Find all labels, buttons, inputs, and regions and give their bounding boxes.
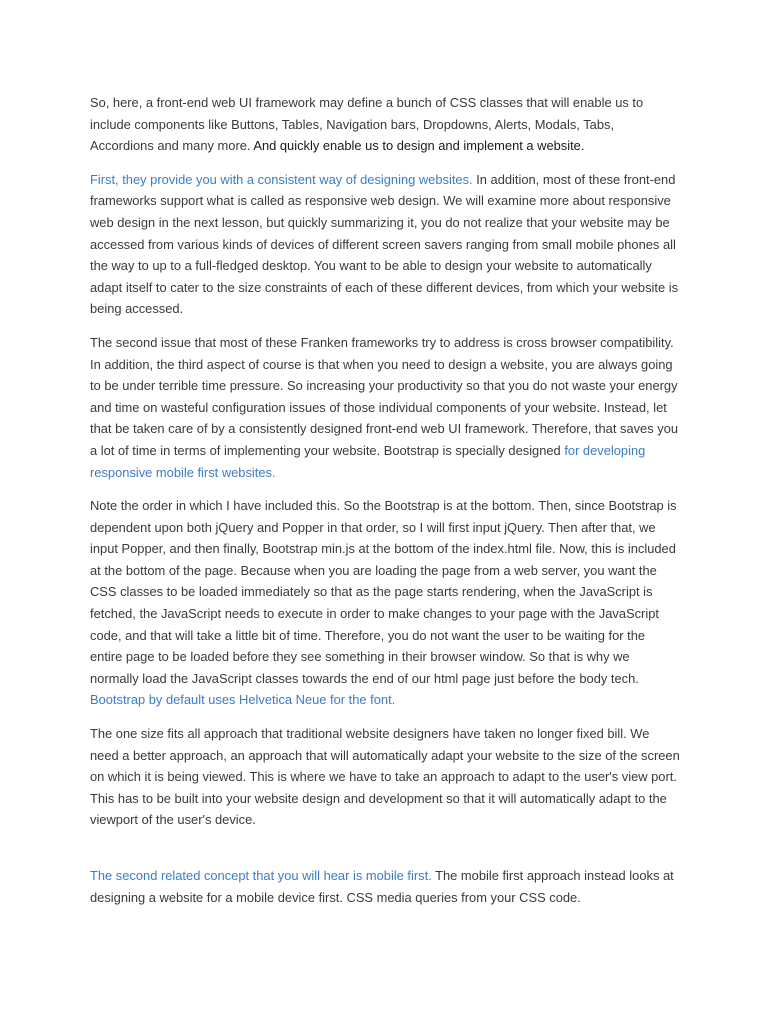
paragraph-text: Note the order in which I have included this. So the Bootstrap is at the bottom. Then, since Bootstrap is dependent upon both jQuery and Popper in that order, so I will first input jQuery. Then after that, we input Popper, and then finally, Bootstrap min.js at the bottom of the index.html file. Now, this is included at the bottom of the page. Because when you are loading the page from a web server, you want the CSS classes to be loaded immediately so that as the page starts rendering, when the JavaScript is fetched, the JavaScript needs to execute in order to make changes to your page with the JavaScript code, and that will take a little bit of time. Therefore, you do not want the user to be waiting for the entire page to be loaded before they see something in their browser window. So that is why we normally load the JavaScript classes towards the end of our html page just before the body tech. <box>90 498 677 686</box>
paragraph-text: The mobile first approach instead looks at designing a website for a mobile device first. CSS media queries from your CSS code. <box>90 868 674 905</box>
paragraph-text: So, here, a front-end web UI framework may define a bunch of CSS classes that will enable us to include components like Buttons, Tables, Navigation bars, Dropdowns, Alerts, Modals, Tabs, Accordions and many more. <box>90 95 644 154</box>
document-page <box>90 92 680 920</box>
highlighted-text: for developing responsive mobile first websites. <box>90 442 646 480</box>
highlighted-text: First, they provide you with a consistent way of designing websites. <box>90 171 473 187</box>
paragraph-text: The one size fits all approach that traditional website designers have taken no longer fixed bill. We need a better approach, an approach that will automatically adapt your website to the size of the screen on which it is being viewed. This is where we have to take an approach to adapt to the user's view port. This has to be built into your website design and development so that it will automatically adapt to the viewport of the user's device. <box>90 726 680 828</box>
highlighted-text: Bootstrap by default uses Helvetica Neue for the font. <box>90 692 396 708</box>
paragraph-frameworks-intro <box>90 92 680 157</box>
paragraph-consistent-design <box>90 169 680 320</box>
paragraph-text: The second issue that most of these Franken frameworks try to address is cross browser compatibility. In addition, the third aspect of course is that when you need to design a website, you are always going to be under terrible time pressure. So increasing your productivity so that you do not waste your energy and time on wasteful configuration issues of those individual components of your website. Instead, let that be taken care of by a consistently designed front-end web UI framework. Therefore, that saves you a lot of time in terms of implementing your website. Bootstrap is specially designed <box>90 334 679 458</box>
paragraph-script-order <box>90 495 680 711</box>
paragraph-emphasis: And quickly enable us to design and implement a website. <box>253 138 585 154</box>
paragraph-text: In addition, most of these front-end frameworks support what is called as responsive web design. We will examine more about responsive web design in the next lesson, but quickly summarizing it, you do not realize that your website may be accessed from various kinds of devices of different screen savers ranging from small mobile phones all the way to up to a full-fledged desktop. You want to be able to design your website to automatically adapt itself to cater to the size constraints of each of these different devices, from which your website is being accessed. <box>90 171 679 317</box>
paragraph-gap <box>90 843 680 865</box>
highlighted-text: The second related concept that you will hear is mobile first. <box>90 868 432 883</box>
paragraph-one-size-fits-all <box>90 723 680 831</box>
paragraph-mobile-first <box>90 865 680 908</box>
paragraph-cross-browser <box>90 332 680 483</box>
